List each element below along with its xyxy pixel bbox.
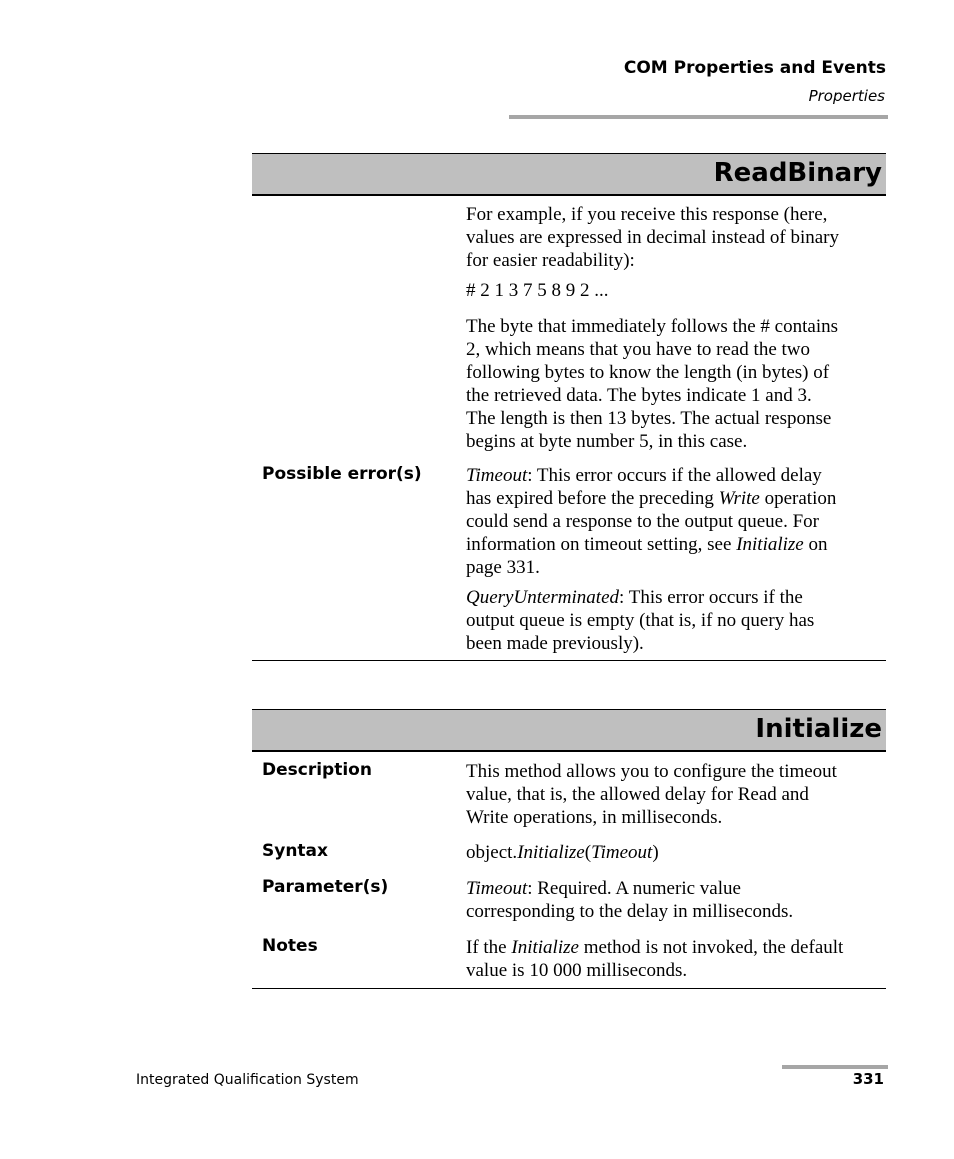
initialize-bottom-rule bbox=[252, 988, 886, 989]
query-unterminated-error-text: QueryUnterminated: This error occurs if the output queue is empty (that is, if no query has been made previously). bbox=[466, 587, 815, 654]
syntax-text: object.Initialize(Timeout) bbox=[466, 842, 659, 863]
parameter-text: Timeout: Required. A numeric value corresponding to the delay in milliseconds. bbox=[466, 878, 794, 922]
readbinary-example-bytes: # 2 1 3 7 5 8 9 2 ... bbox=[466, 280, 609, 301]
page-number: 331 bbox=[852, 1070, 884, 1088]
running-header-title: COM Properties and Events bbox=[623, 58, 886, 78]
description-label: Description bbox=[262, 760, 372, 780]
possible-errors-label: Possible error(s) bbox=[262, 464, 422, 484]
syntax-label: Syntax bbox=[262, 841, 328, 861]
readbinary-title-bar bbox=[252, 153, 886, 196]
readbinary-bottom-rule bbox=[252, 660, 886, 661]
notes-text: If the Initialize method is not invoked, the default value is 10 000 milliseconds. bbox=[466, 937, 844, 981]
initialize-link[interactable]: Initialize bbox=[736, 534, 804, 555]
readbinary-explanation: The byte that immediately follows the # contains 2, which means that you have to read the two following bytes to know the length (in bytes) of the retrieved data. The bytes indicate 1 and 3. The length is then 13 bytes. The actual response begins at byte number 5, in this case. bbox=[466, 316, 838, 452]
header-rule bbox=[509, 115, 888, 119]
readbinary-example-intro: For example, if you receive this response (here, values are expressed in decimal instead of binary for easier readability): bbox=[466, 204, 839, 271]
timeout-error-text: Timeout: This error occurs if the allowed delay has expired before the preceding Write operation could send a response to the output queue. For information on timeout setting, see Initialize on page 331. bbox=[466, 465, 837, 578]
notes-label: Notes bbox=[262, 936, 318, 956]
footer-rule bbox=[782, 1065, 888, 1069]
description-text: This method allows you to configure the timeout value, that is, the allowed delay for Read and Write operations, in milliseconds. bbox=[466, 761, 837, 828]
readbinary-title: ReadBinary bbox=[713, 158, 882, 188]
running-header-subtitle: Properties bbox=[808, 87, 885, 105]
initialize-title-bar bbox=[252, 709, 886, 752]
initialize-title: Initialize bbox=[755, 714, 882, 744]
footer-product-name: Integrated Qualification System bbox=[136, 1072, 359, 1088]
parameters-label: Parameter(s) bbox=[262, 877, 389, 897]
